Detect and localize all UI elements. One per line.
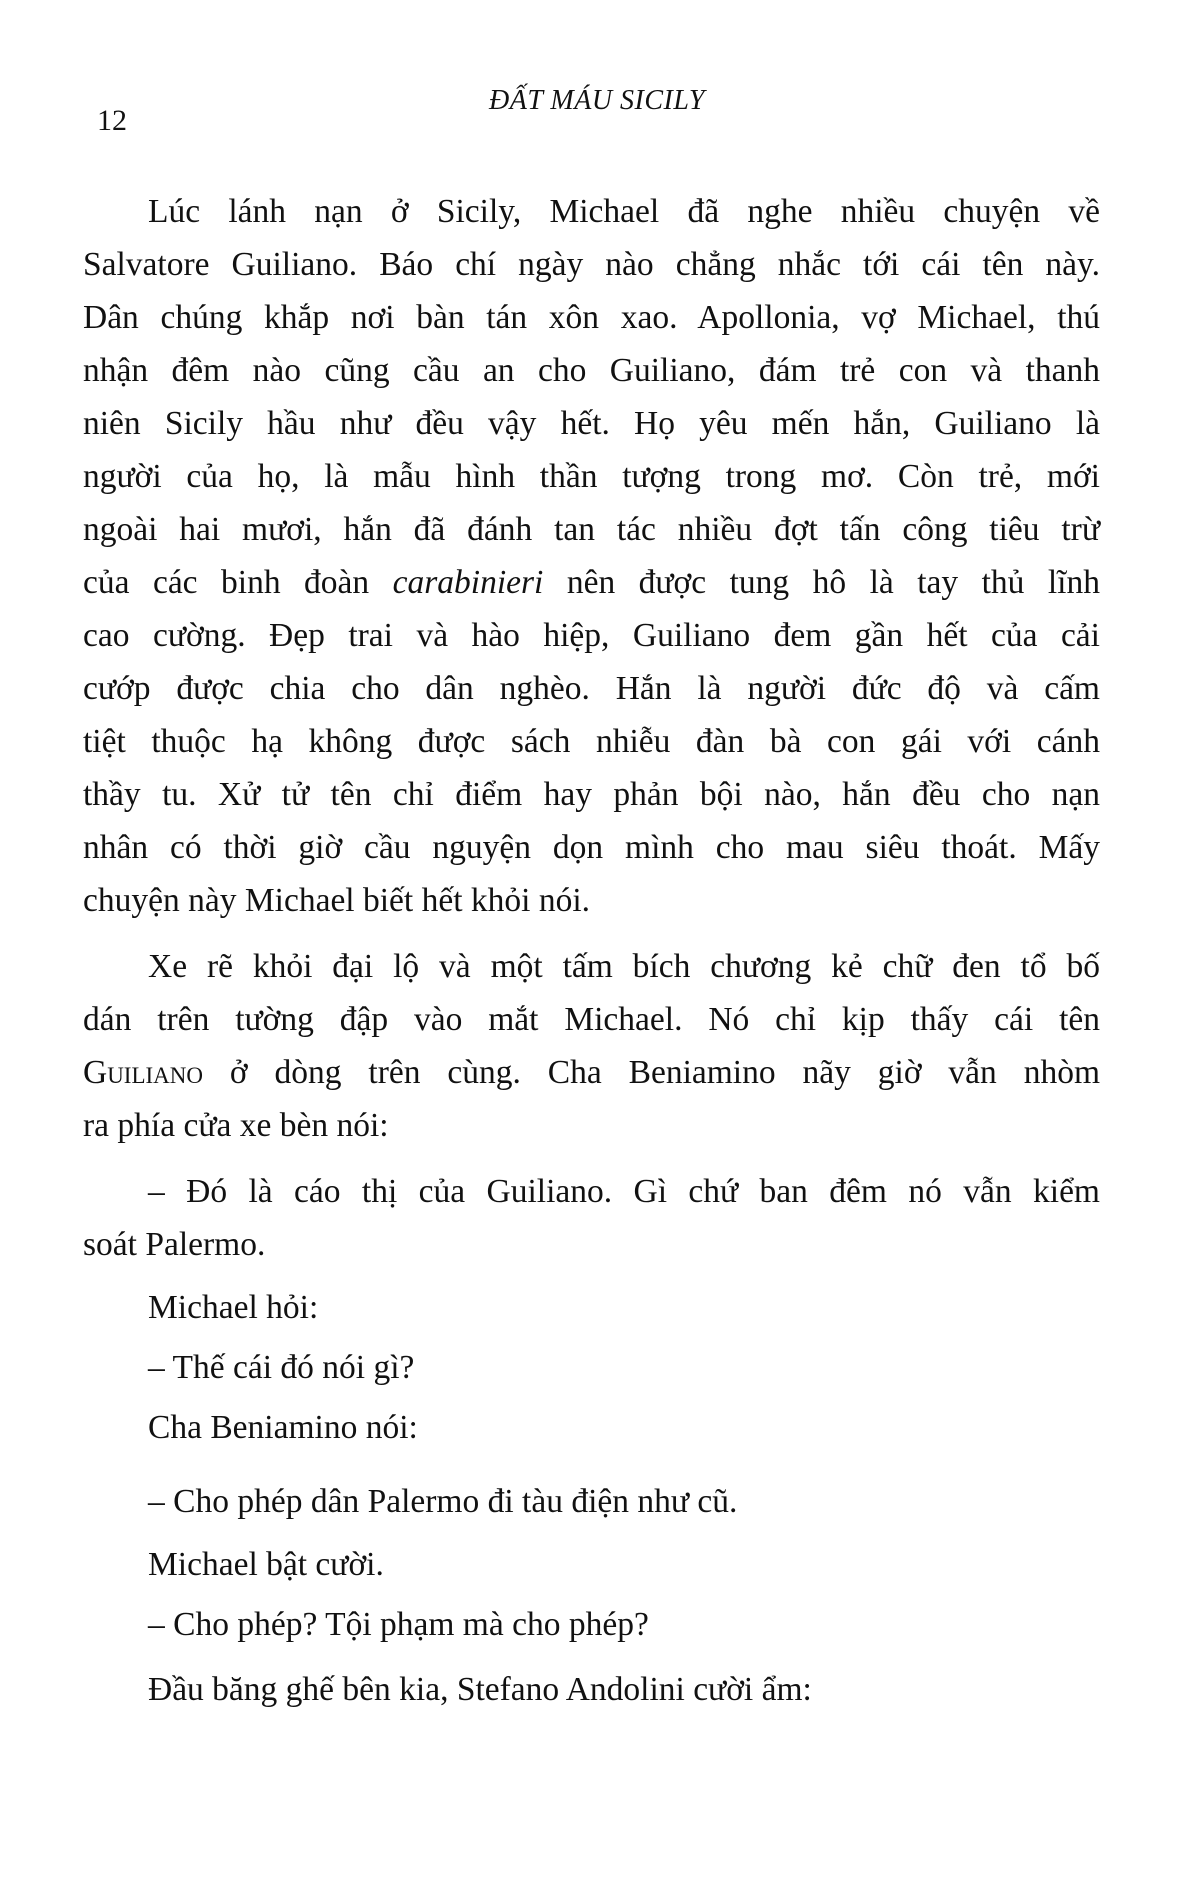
text-line <box>83 563 1100 603</box>
text-line <box>83 1053 1100 1093</box>
dialogue-line: – Cho phép dân Palermo đi tàu điện như cũ. <box>148 1483 738 1520</box>
text-line: dán trên tường đập vào mắt Michael. Nó chỉ kịp thấy cái tên <box>83 1001 1100 1038</box>
smallcaps-name: Guiliano <box>83 1054 203 1091</box>
text-line: ngoài hai mươi, hắn đã đánh tan tác nhiều đợt tấn công tiêu trừ <box>83 511 1100 548</box>
narrative-line: Michael bật cười. <box>148 1546 384 1583</box>
text-line: Dân chúng khắp nơi bàn tán xôn xao. Apollonia, vợ Michael, thú <box>83 299 1100 336</box>
text-line: niên Sicily hầu như đều vậy hết. Họ yêu mến hắn, Guiliano là <box>83 405 1100 442</box>
italic-term: carabinieri <box>392 564 544 601</box>
text-line: ra phía cửa xe bèn nói: <box>83 1107 389 1144</box>
text-line: soát Palermo. <box>83 1226 266 1263</box>
text-line: Lúc lánh nạn ở Sicily, Michael đã nghe nhiều chuyện về <box>148 193 1100 230</box>
text-line: người của họ, là mẫu hình thần tượng trong mơ. Còn trẻ, mới <box>83 458 1100 495</box>
page-number: 12 <box>97 104 127 137</box>
narrative-line: Michael hỏi: <box>148 1289 319 1326</box>
text-line: nhân có thời giờ cầu nguyện dọn mình cho mau siêu thoát. Mấy <box>83 829 1100 866</box>
running-header: ĐẤT MÁU SICILY <box>489 85 705 116</box>
text-line: nhận đêm nào cũng cầu an cho Guiliano, đám trẻ con và thanh <box>83 352 1100 389</box>
text-line: thầy tu. Xử tử tên chỉ điểm hay phản bội nào, hắn đều cho nạn <box>83 776 1100 813</box>
text-line: Salvatore Guiliano. Báo chí ngày nào chẳng nhắc tới cái tên này. <box>83 246 1100 283</box>
text-span: ở dòng trên cùng. Cha Beniamino nãy giờ vẫn nhòm <box>203 1054 1100 1091</box>
text-span: nên được tung hô là tay thủ lĩnh <box>543 564 1100 601</box>
text-line: tiệt thuộc hạ không được sách nhiễu đàn bà con gái với cánh <box>83 723 1100 760</box>
narrative-line: Đầu băng ghế bên kia, Stefano Andolini cười ẩm: <box>148 1671 812 1708</box>
text-line: cướp được chia cho dân nghèo. Hắn là người đức độ và cấm <box>83 670 1100 707</box>
text-line: chuyện này Michael biết hết khỏi nói. <box>83 882 591 919</box>
dialogue-line: – Cho phép? Tội phạm mà cho phép? <box>148 1606 649 1643</box>
text-line: cao cường. Đẹp trai và hào hiệp, Guiliano đem gần hết của cải <box>83 617 1100 654</box>
text-line: Xe rẽ khỏi đại lộ và một tấm bích chương kẻ chữ đen tổ bố <box>148 948 1100 985</box>
narrative-line: Cha Beniamino nói: <box>148 1409 418 1446</box>
dialogue-line: – Đó là cáo thị của Guiliano. Gì chứ ban đêm nó vẫn kiểm <box>148 1173 1100 1210</box>
text-span: của các binh đoàn <box>83 564 393 601</box>
dialogue-line: – Thế cái đó nói gì? <box>148 1349 415 1386</box>
